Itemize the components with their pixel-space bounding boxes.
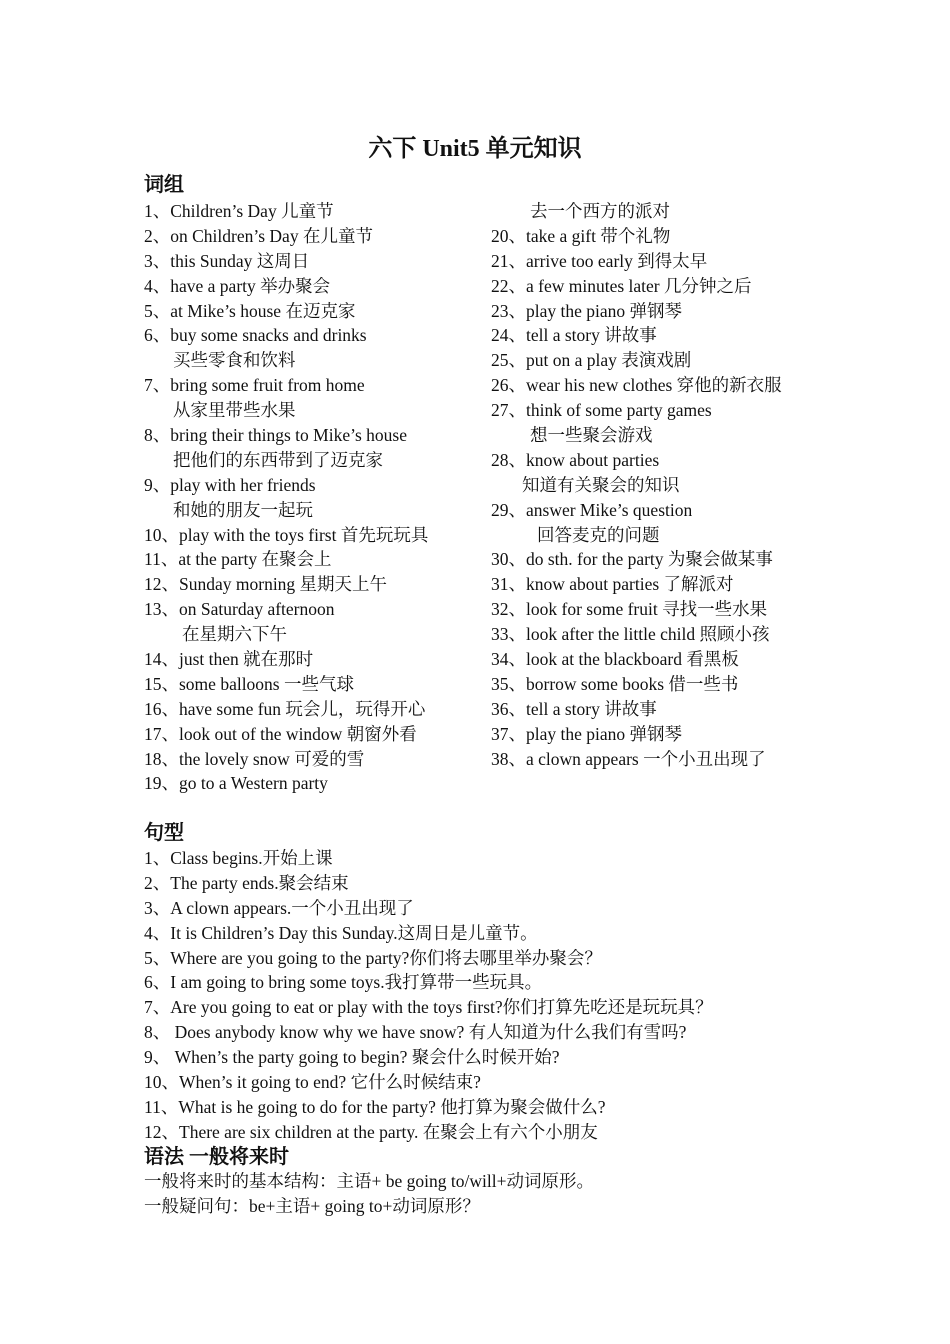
phrase-continuation: 从家里带些水果 xyxy=(173,400,296,421)
phrase-number: 1、 xyxy=(144,201,171,221)
phrase-continuation: 去一个西方的派对 xyxy=(530,201,670,221)
phrase-item xyxy=(144,274,484,299)
phrase-item xyxy=(491,498,821,523)
sentence-item: 11、What is he going to do for the party? 他打算为聚会做什么? xyxy=(144,1096,606,1117)
phrase-number: 9、 xyxy=(144,474,171,495)
phrases-heading: 词组 xyxy=(144,174,184,196)
phrase-item xyxy=(491,224,821,249)
phrases-right-column xyxy=(491,199,821,771)
sentence-item: 10、When’s it going to end? 它什么时候结束? xyxy=(144,1072,481,1093)
grammar-item: 一般疑问句：be+主语+ going to+动词原形？ xyxy=(144,1195,480,1216)
phrase-text: arrive too early 到得太早 xyxy=(526,250,708,271)
phrase-item xyxy=(144,323,484,348)
phrase-text: know about parties 了解派对 xyxy=(526,574,734,595)
phrase-number: 17、 xyxy=(144,723,179,744)
sentence-item: 6、I am going to bring some toys.我打算带一些玩具。 xyxy=(144,972,543,993)
phrase-text: a few minutes later 几分钟之后 xyxy=(526,275,752,296)
phrase-number: 10、 xyxy=(144,524,179,545)
phrase-item xyxy=(491,597,821,622)
phrase-text: look out of the window 朝窗外看 xyxy=(179,723,417,744)
phrase-item xyxy=(491,722,821,747)
phrase-text: some balloons 一些气球 xyxy=(179,673,354,694)
phrase-text: look for some fruit 寻找一些水果 xyxy=(526,599,768,620)
sentence-item: 5、Where are you going to the party?你们将去哪里举办聚会？ xyxy=(144,947,602,968)
phrase-text: this Sunday 这周日 xyxy=(170,250,310,271)
phrase-number: 12、 xyxy=(144,574,179,595)
phrase-text: at the party 在聚会上 xyxy=(178,549,332,570)
phrase-number: 38、 xyxy=(491,748,526,769)
phrase-number: 37、 xyxy=(491,723,526,744)
phrase-continuation: 和她的朋友一起玩 xyxy=(173,499,313,520)
phrase-item xyxy=(144,597,484,622)
phrase-item xyxy=(491,448,821,473)
phrase-item xyxy=(491,274,821,299)
phrase-number: 31、 xyxy=(491,574,526,595)
phrase-text: buy some snacks and drinks xyxy=(170,325,367,346)
phrase-number: 3、 xyxy=(144,250,171,271)
phrase-continuation: 把他们的东西带到了迈克家 xyxy=(173,449,383,470)
phrase-text: think of some party games xyxy=(526,400,712,421)
phrase-text: play the piano 弹钢琴 xyxy=(526,723,683,744)
phrase-item xyxy=(491,572,821,597)
grammar-heading: 语法 一般将来时 xyxy=(144,1146,289,1168)
phrase-text: the lovely snow 可爱的雪 xyxy=(179,748,365,769)
phrase-number: 11、 xyxy=(144,549,179,570)
phrase-item xyxy=(144,697,484,722)
phrase-item xyxy=(144,647,484,672)
sentence-item: 12、There are six children at the party. 在聚会上有六个小朋友 xyxy=(144,1121,598,1142)
phrase-item xyxy=(144,473,484,498)
phrase-number: 34、 xyxy=(491,649,526,670)
phrase-item xyxy=(491,348,821,373)
phrase-text: play with the toys first 首先玩玩具 xyxy=(179,524,429,545)
phrase-number: 21、 xyxy=(491,250,526,271)
phrase-number: 26、 xyxy=(491,375,526,396)
phrase-item xyxy=(144,423,484,448)
phrase-text: put on a play 表演戏剧 xyxy=(526,350,692,371)
phrase-number: 22、 xyxy=(491,275,526,296)
phrases-left-column xyxy=(144,199,484,796)
phrase-number: 4、 xyxy=(144,275,171,296)
phrase-number: 24、 xyxy=(491,325,526,346)
phrase-continuation: 知道有关聚会的知识 xyxy=(522,474,680,495)
phrase-text: go to a Western party xyxy=(179,773,328,794)
phrase-item xyxy=(144,523,484,548)
phrase-number: 8、 xyxy=(144,425,171,446)
phrase-number: 2、 xyxy=(144,225,171,246)
phrase-text: bring some fruit from home xyxy=(170,375,365,396)
phrase-text: look at the blackboard 看黑板 xyxy=(526,649,739,670)
phrase-item xyxy=(144,672,484,697)
phrase-text: answer Mike’s question xyxy=(526,499,693,520)
phrase-item xyxy=(491,398,821,423)
grammar-list xyxy=(144,1169,824,1219)
phrase-text: wear his new clothes 穿他的新衣服 xyxy=(526,375,782,396)
sentence-item: 1、Class begins.开始上课 xyxy=(144,848,333,868)
phrase-text: Children’s Day 儿童节 xyxy=(170,201,334,221)
phrase-text: have some fun 玩会儿，玩得开心 xyxy=(179,698,426,719)
grammar-item: 一般将来时的基本结构：主语+ be going to/will+动词原形。 xyxy=(144,1171,594,1191)
phrase-number: 32、 xyxy=(491,599,526,620)
phrase-continuation: 买些零食和饮料 xyxy=(173,350,296,371)
phrase-item xyxy=(491,747,821,772)
phrase-number: 27、 xyxy=(491,400,526,421)
phrase-number: 25、 xyxy=(491,350,526,371)
phrase-text: bring their things to Mike’s house xyxy=(170,425,407,446)
phrase-text: take a gift 带个礼物 xyxy=(526,225,671,246)
phrase-text: a clown appears 一个小丑出现了 xyxy=(526,748,766,769)
phrase-text: play with her friends xyxy=(170,474,316,495)
phrase-item xyxy=(491,697,821,722)
phrase-item xyxy=(491,647,821,672)
phrase-item xyxy=(144,547,484,572)
phrase-item xyxy=(144,299,484,324)
phrase-item xyxy=(491,547,821,572)
phrase-text: have a party 举办聚会 xyxy=(170,275,331,296)
phrase-text: tell a story 讲故事 xyxy=(526,698,657,719)
phrase-text: just then 就在那时 xyxy=(179,649,314,670)
phrase-number: 13、 xyxy=(144,599,179,620)
phrase-continuation: 在星期六下午 xyxy=(182,624,287,645)
page-title: 六下 Unit5 单元知识 xyxy=(368,136,582,162)
phrase-number: 7、 xyxy=(144,375,171,396)
phrase-number: 16、 xyxy=(144,698,179,719)
sentence-item: 3、A clown appears.一个小丑出现了 xyxy=(144,897,414,918)
phrase-item xyxy=(491,323,821,348)
sentence-item: 4、It is Children’s Day this Sunday.这周日是儿童节。 xyxy=(144,922,538,943)
sentence-item: 8、 Does anybody know why we have snow? 有人知道为什么我们有雪吗? xyxy=(144,1022,687,1043)
phrase-number: 14、 xyxy=(144,649,179,670)
sentences-list xyxy=(144,846,824,1145)
phrase-number: 19、 xyxy=(144,773,179,794)
phrase-item xyxy=(144,747,484,772)
phrase-text: know about parties xyxy=(526,449,660,470)
phrase-number: 30、 xyxy=(491,549,526,570)
phrase-item xyxy=(144,771,484,796)
phrase-text: on Saturday afternoon xyxy=(179,599,335,620)
phrase-item xyxy=(491,249,821,274)
phrase-item xyxy=(491,373,821,398)
phrase-continuation: 回答麦克的问题 xyxy=(537,524,660,545)
phrase-text: at Mike’s house 在迈克家 xyxy=(170,300,356,321)
phrase-number: 35、 xyxy=(491,673,526,694)
phrase-number: 36、 xyxy=(491,698,526,719)
phrase-number: 15、 xyxy=(144,673,179,694)
phrase-number: 6、 xyxy=(144,325,171,346)
phrase-number: 18、 xyxy=(144,748,179,769)
phrase-text: on Children’s Day 在儿童节 xyxy=(170,225,373,246)
phrase-text: do sth. for the party 为聚会做某事 xyxy=(526,549,773,570)
phrase-number: 20、 xyxy=(491,225,526,246)
phrase-number: 33、 xyxy=(491,624,526,645)
sentence-item: 2、The party ends.聚会结束 xyxy=(144,872,349,893)
phrase-item xyxy=(144,373,484,398)
phrase-text: play the piano 弹钢琴 xyxy=(526,300,683,321)
phrase-number: 28、 xyxy=(491,449,526,470)
phrase-text: look after the little child 照顾小孩 xyxy=(526,624,770,645)
phrase-text: borrow some books 借一些书 xyxy=(526,673,739,694)
phrase-continuation: 想一些聚会游戏 xyxy=(530,425,653,446)
phrase-number: 23、 xyxy=(491,300,526,321)
phrase-item xyxy=(144,224,484,249)
sentences-heading: 句型 xyxy=(144,822,184,844)
phrase-item xyxy=(491,672,821,697)
phrase-text: tell a story 讲故事 xyxy=(526,325,657,346)
phrase-item xyxy=(144,722,484,747)
phrase-item xyxy=(144,572,484,597)
phrase-item xyxy=(491,299,821,324)
sentence-item: 9、 When’s the party going to begin? 聚会什么时候开始? xyxy=(144,1047,560,1068)
phrase-number: 5、 xyxy=(144,300,171,321)
phrase-item xyxy=(144,249,484,274)
sentence-item: 7、Are you going to eat or play with the toys first?你们打算先吃还是玩玩具？ xyxy=(144,997,713,1018)
phrase-item xyxy=(491,622,821,647)
phrase-number: 29、 xyxy=(491,499,526,520)
phrase-item xyxy=(144,199,484,224)
phrase-text: Sunday morning 星期天上午 xyxy=(179,574,388,595)
